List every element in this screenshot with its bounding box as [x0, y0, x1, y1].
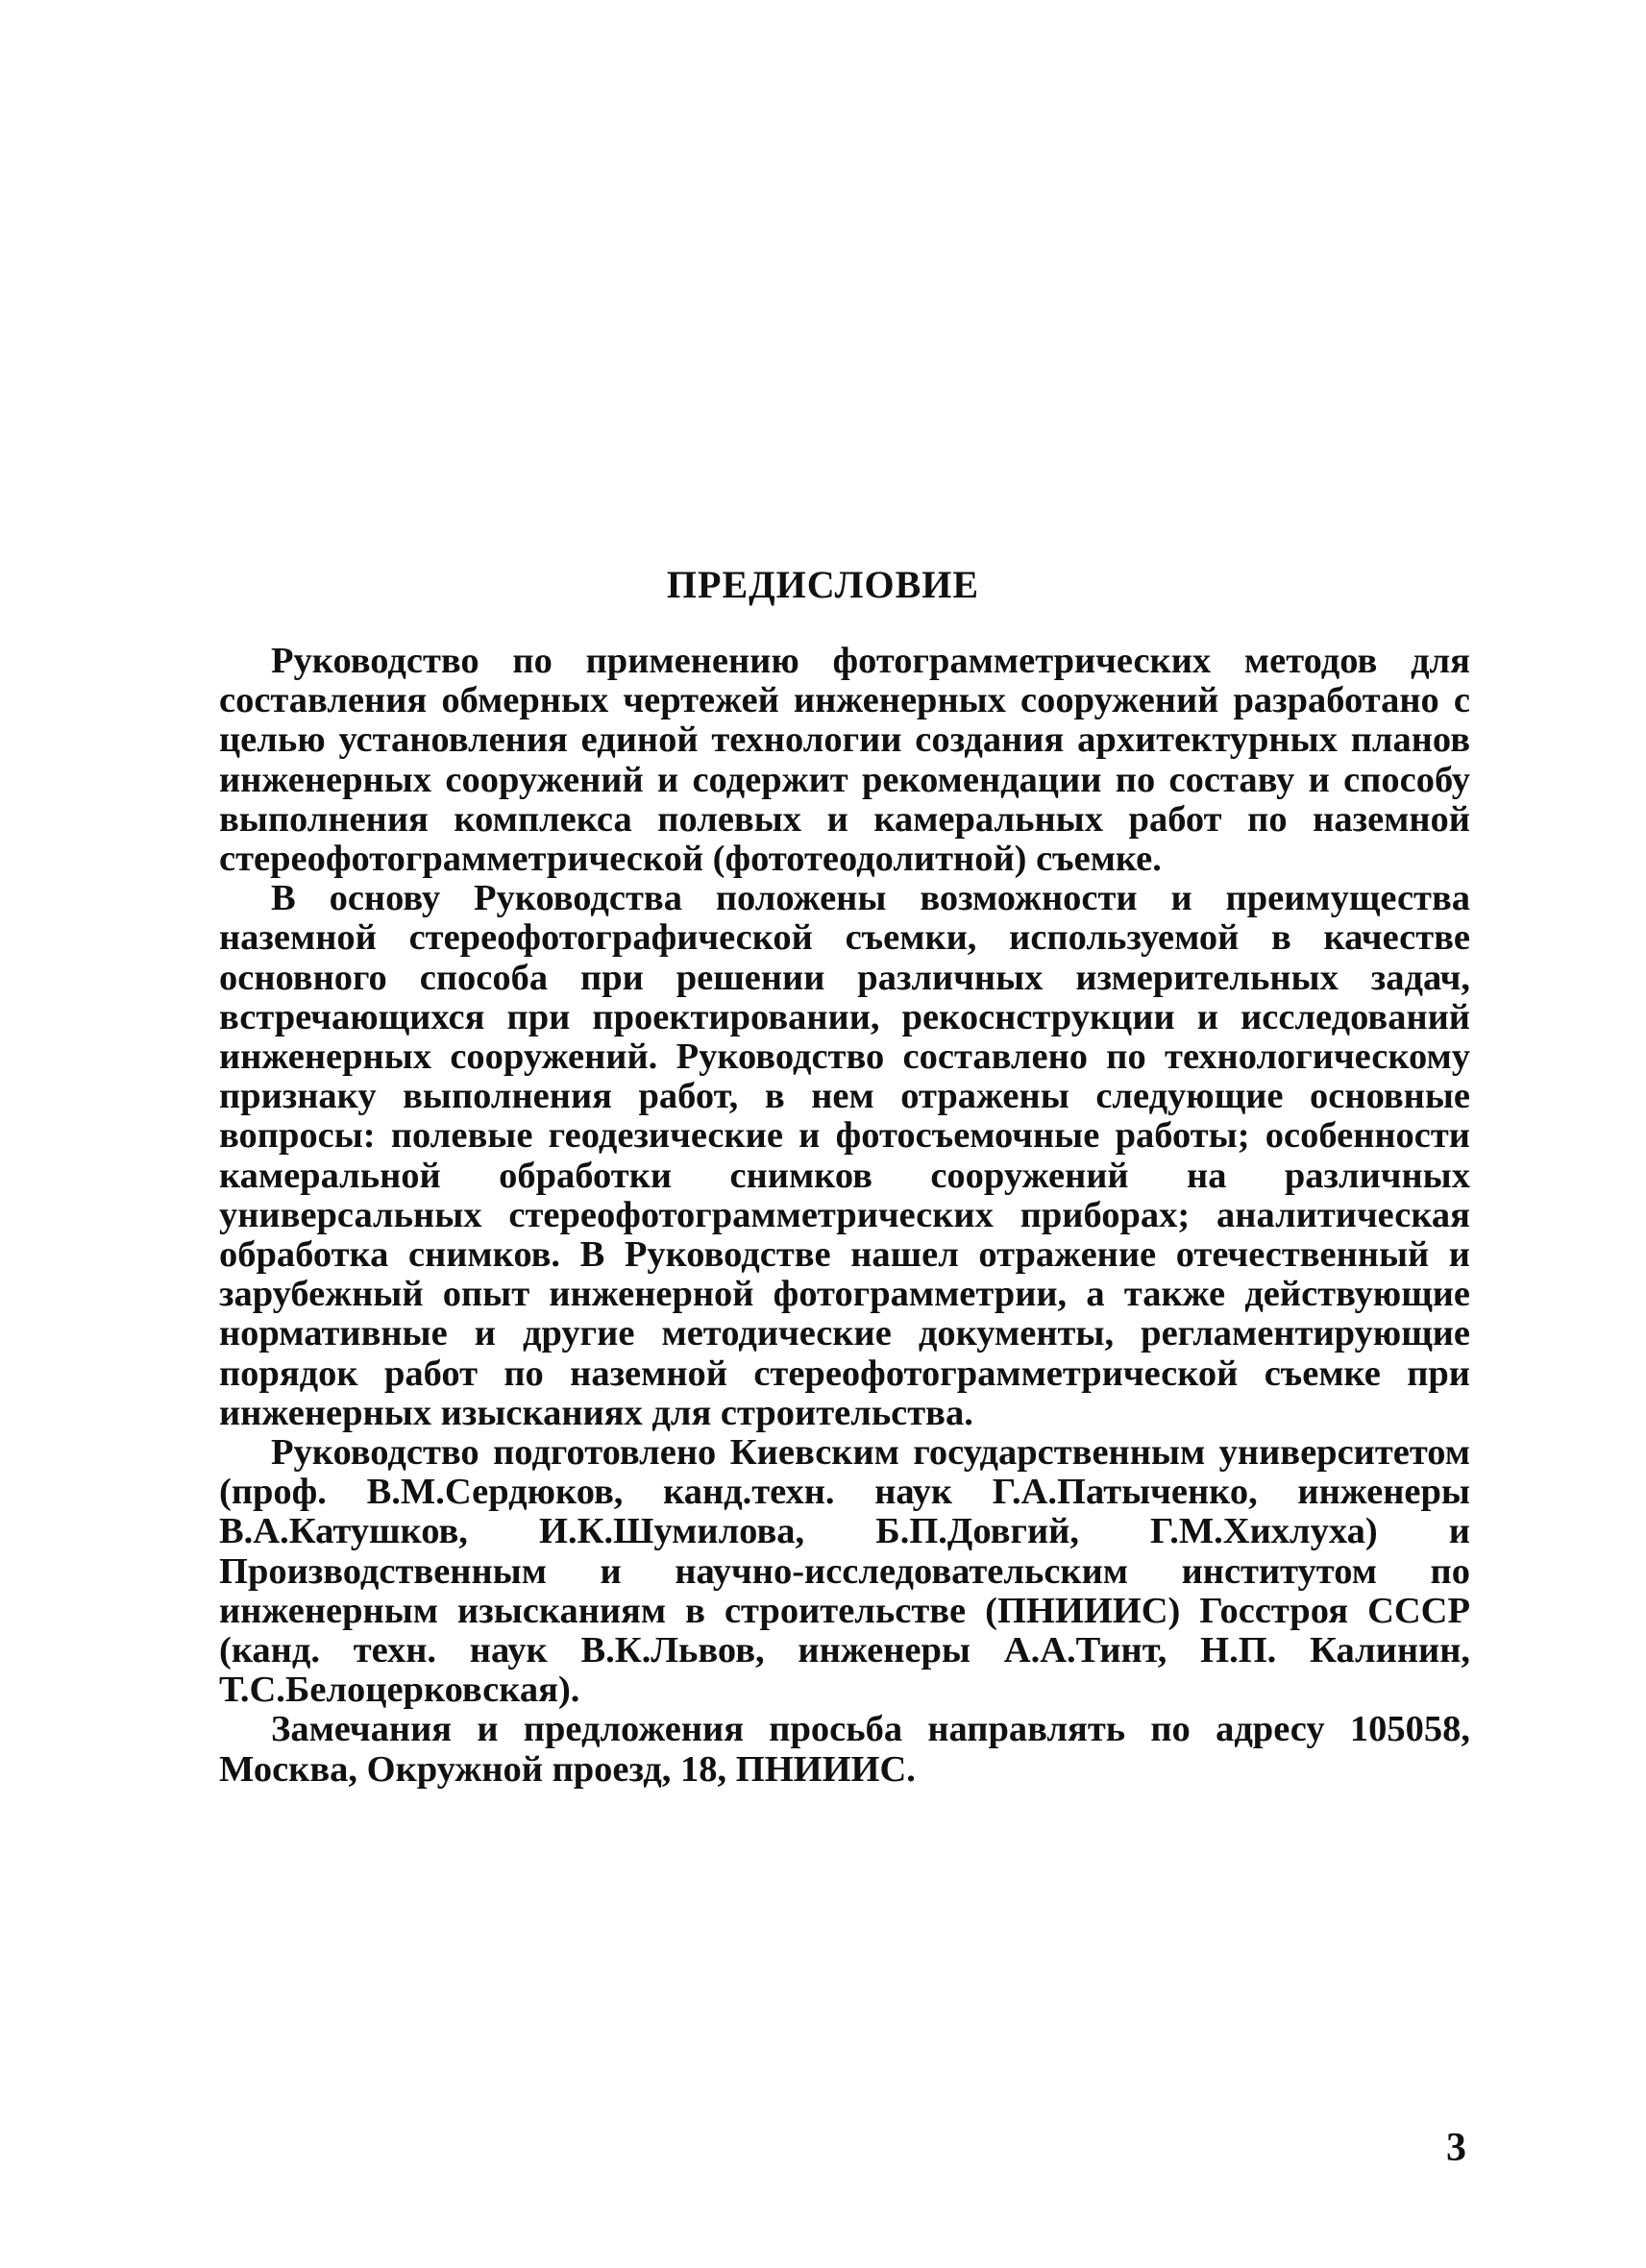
page-title: ПРЕДИСЛОВИЕ [666, 563, 980, 606]
paragraph-basis: В основу Руководства положены возможности и преимущества наземной стереофотографической съемки, используемой в качестве основного способа при решении различных измерительных задач, встречающихся при проектировании, рекоснструкции и исследований инженерных сооружений. Руководство составлено по технологическому признаку выполнения работ, в нем отражены следующие основные вопросы: полевые геодезические и фотосъемочные работы; особенности камеральной обработки снимков сооружений на различных универсальных стереофотограмметрических приборах; аналитическая обработка снимков. В Руководстве нашел отражение отечественный и зарубежный опыт инженерной фотограмметрии, а также действующие нормативные и другие методические документы, регламентирующие порядок работ по наземной стереофотограмметрической съемке при инженерных изысканиях для строительства. [219, 878, 1470, 1433]
paragraph-purpose: Руководство по применению фотограмметрических методов для составления обмерных чертежей инженерных сооружений разработано с целью установления единой технологии создания архитектурных планов инженерных сооружений и содержит рекомендации по составу и способу выполнения комплекса полевых и камеральных работ по наземной стереофотограмметрической (фототеодолитной) съемке. [219, 641, 1470, 880]
paragraph-contact: Замечания и предложения просьба направлять по адресу 105058, Москва, Окружной проезд, 18, ПНИИИС. [219, 1709, 1470, 1790]
page-number: 3 [1446, 2126, 1466, 2170]
preface-body [219, 642, 1470, 1790]
paragraph-authors: Руководство подготовлено Киевским государственным университетом (проф. В.М.Сердюков, канд.техн. наук Г.А.Патыченко, инженеры В.А.Катушков, И.К.Шумилова, Б.П.Довгий, Г.М.Хихлуха) и Производственным и научно-исследовательским институтом по инженерным изысканиям в строительстве (ПНИИИС) Госстроя СССР (канд. техн. наук В.К.Львов, инженеры А.А.Тинт, Н.П. Калинин, Т.С.Белоцерковская). [219, 1432, 1470, 1711]
